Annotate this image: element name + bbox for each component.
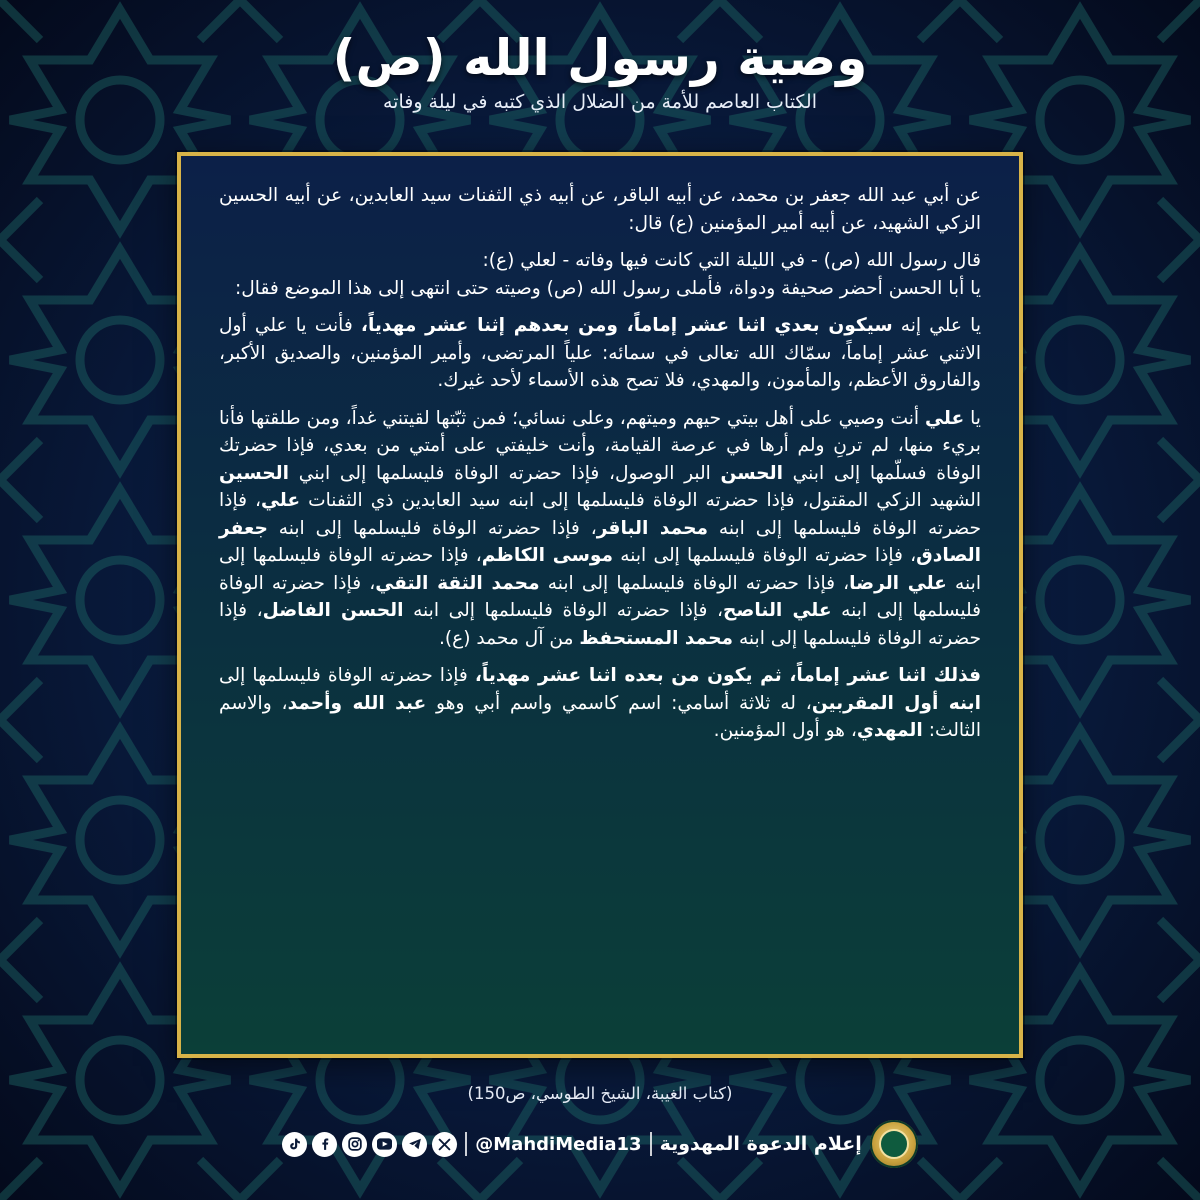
text-panel [177, 152, 1023, 1058]
bold-span: ابنه أول المقربين [811, 692, 981, 714]
bold-span: علي الرضا [849, 572, 947, 594]
paragraph-succession [219, 405, 981, 653]
bold-span: عبد الله وأحمد [287, 692, 427, 714]
social-links [282, 1132, 457, 1157]
text-span: ، والاسم الثالث: [219, 692, 981, 742]
text-span: ، فإذا حضرته الوفاة فليسلمها إلى ابنه [267, 517, 597, 539]
bold-span: المهدي [856, 720, 923, 742]
intro-line-2: يا أبا الحسن أحضر صحيفة ودواة، فأملى رسول الله (ص) وصيته حتى انتهى إلى هذا الموضع فقال: [235, 277, 981, 299]
text-span: ، فإذا حضرته الوفاة فليسلمها إلى ابنه [219, 572, 981, 622]
header [0, 28, 1200, 115]
bold-span: علي [261, 490, 301, 512]
org-name: إعلام الدعوة المهدوية [659, 1133, 862, 1155]
bold-span: محمد الثقة التقي [375, 572, 540, 594]
bold-span: فذلك اثنا عشر إماماً، ثم يكون من بعده اثنا عشر مهدياً، [474, 665, 981, 687]
divider [650, 1132, 652, 1156]
text-span: من آل محمد (ع). [439, 627, 580, 649]
bold-span: الحسن [720, 462, 783, 484]
facebook-icon[interactable] [312, 1132, 337, 1157]
text-span: فأنت يا علي أول الاثني عشر إماماً، سمّاك الله تعالى في سمائه: علياً المرتضى، وأمير المؤمنين، والصديق الأكبر، والفاروق الأعظم، والمأمون، والمهدي، فلا تصح هذه الأسماء لأحد غيرك. [219, 315, 981, 392]
instagram-icon[interactable] [342, 1132, 367, 1157]
text-span: ، فإذا حضرته الوفاة فليسلمها إلى ابنه [219, 545, 981, 594]
bold-span: محمد المستحفظ [579, 627, 734, 649]
text-span: يا [964, 407, 981, 429]
bold-span: سيكون بعدي اثنا عشر إماماً، ومن بعدهم إثنا عشر مهدياً، [360, 315, 893, 337]
youtube-icon[interactable] [372, 1132, 397, 1157]
divider [465, 1132, 467, 1156]
page-subtitle: الكتاب العاصم للأمة من الضلال الذي كتبه في ليلة وفاته [383, 91, 817, 113]
bold-span: الحسن الفاضل [262, 600, 404, 622]
text-span: ، هو أول المؤمنين. [713, 720, 857, 742]
text-span: ، فإذا حضرته الوفاة فليسلمها إلى ابنه [613, 545, 917, 567]
tiktok-icon[interactable] [282, 1132, 307, 1157]
text-span: ، له ثلاثة أسامي: اسم كاسمي واسم أبي وهو [426, 692, 812, 714]
text-span: ، فإذا حضرته الوفاة فليسلمها إلى ابنه [403, 600, 724, 622]
text-span: ، فإذا حضرته الوفاة فليسلمها إلى ابنه [539, 572, 850, 594]
x-icon[interactable] [432, 1132, 457, 1157]
source-citation: (كتاب الغيبة، الشيخ الطوسي، ص150) [467, 1084, 733, 1103]
text-span: ، فإذا حضرته الوفاة فليسلمها إلى ابنه [219, 490, 981, 539]
paragraph-intro [219, 247, 981, 302]
paragraph-chain-of-narration: عن أبي عبد الله جعفر بن محمد، عن أبيه الباقر، عن أبيه ذي الثفنات سيد العابدين، عن أبيه الحسين الزكي الشهيد، عن أبيه أمير المؤمنين (ع) قال: [219, 185, 981, 234]
logo-icon [870, 1120, 918, 1168]
paragraph-mahdis [219, 662, 981, 745]
paragraph-twelve-imams [219, 312, 981, 395]
text-span: الشهيد الزكي المقتول، فإذا حضرته الوفاة فليسلمها إلى ابنه سيد العابدين ذي الثفنات [300, 490, 981, 512]
footer [240, 1119, 960, 1169]
intro-line-1: قال رسول الله (ص) - في الليلة التي كانت فيها وفاته - لعلي (ع): [482, 250, 981, 272]
bold-span: الحسين [219, 462, 289, 484]
text-span: أنت وصيي على أهل بيتي حيهم وميتهم، وعلى نسائي؛ فمن ثبّتها لقيتني غداً، ومن طلقتها فأنا بريء منها، لم ترنِ ولم أرها في عرصة القيامة، وأنت خليفتي على أمتي من بعدي، فإذا حضرتك الوفاة فسلّمها إلى ابني [219, 407, 981, 484]
bold-span: علي [925, 407, 965, 429]
social-handle[interactable]: @MahdiMedia13 [475, 1133, 642, 1155]
text-span: ، فإذا حضرته الوفاة فليسلمها إلى ابنه [219, 600, 981, 649]
bold-span: علي الناصح [723, 600, 832, 622]
bold-span: محمد الباقر [596, 517, 708, 539]
bold-span: موسى الكاظم [481, 545, 614, 567]
page-title: وصية رسول الله (ص) [332, 29, 868, 87]
text-span: البر الوصول، فإذا حضرته الوفاة فليسلمها إلى ابني [289, 462, 721, 484]
text-span: يا علي إنه [892, 315, 981, 337]
telegram-icon[interactable] [402, 1132, 427, 1157]
bold-span: جعفر الصادق [219, 517, 981, 567]
text-span: فإذا حضرته الوفاة فليسلمها إلى [219, 665, 475, 687]
